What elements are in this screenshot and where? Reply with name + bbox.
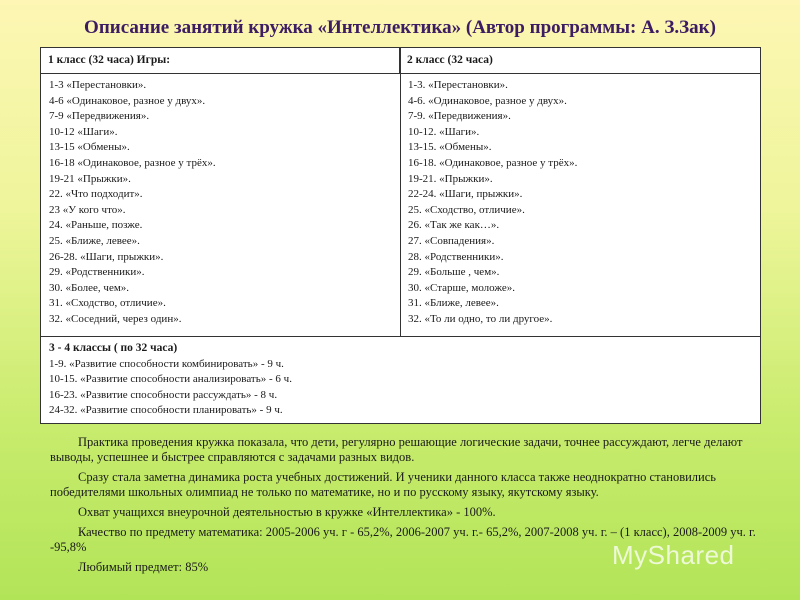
paragraph: Сразу стала заметна динамика роста учебных достижений. И ученики данного класса также неоднократно становились победителями школьных олимпиад не только по математике, но и по русскому языку, якутскому языку. [50,470,716,499]
grade2-lesson-item: 26. «Так же как…». [408,219,500,232]
column-divider [400,48,401,336]
grade1-lesson-item: 23 «У кого что». [49,203,126,216]
grade1-lesson-item: 24. «Раньше, позже. [49,219,143,232]
grade1-lesson-item: 13-15 «Обмены». [49,141,130,154]
grade2-lesson-item: 30. «Старше, моложе». [408,281,515,294]
grade2-lesson-item: 22-24. «Шаги, прыжки». [408,188,523,201]
grade1-lesson-item: 30. «Более, чем». [49,281,130,294]
grade1-lesson-item: 25. «Ближе, левее». [49,234,140,247]
grade2-lesson-item: 25. «Сходство, отличие». [408,203,525,216]
grade2-lesson-item: 27. «Совпадения». [408,234,495,247]
grade1-lesson-item: 1-3 «Перестановки». [49,79,147,91]
grade2-lesson-item: 29. «Больше , чем». [408,266,500,279]
grade2-lesson-item: 19-21. «Прыжки». [408,172,493,185]
grade2-lesson-item: 32. «То ли одно, то ли другое». [408,312,553,325]
page-title: Описание занятий кружка «Интеллектика» (Автор программы: А. З.Зак) [84,17,716,38]
grade2-header: 2 класс (32 часа) [407,54,493,66]
grades34-header: 3 - 4 классы ( по 32 часа) [49,342,178,354]
watermark-logo: MyShared [612,540,735,570]
section-divider [41,336,760,337]
paragraph: Охват учащихся внеурочной деятельностью в кружке «Интеллектика» - 100%. [78,505,496,519]
grades34-section [49,341,749,419]
grade1-lesson-item: 26-28. «Шаги, прыжки». [49,250,164,263]
grade1-lesson-item: 32. «Соседний, через один». [49,312,182,325]
grade2-lesson-item: 7-9. «Передвижения». [408,110,511,123]
grade1-list [49,78,394,328]
grade2-lesson-item: 28. «Родственники». [408,250,504,263]
paragraph: Практика проведения кружка показала, что дети, регулярно решающие логические задачи, точнее рассуждают, легче делают выводы, успешнее и быстрее справляются с задачами разных видов. [50,435,743,464]
grade2-list [408,78,753,328]
grade1-lesson-item: 10-12 «Шаги». [49,125,118,138]
grade1-lesson-item: 4-6 «Одинаковое, разное у двух». [49,94,206,107]
grades34-lesson-item: 16-23. «Развитие способности рассуждать» - 8 ч. [49,388,278,401]
grades34-lesson-item: 10-15. «Развитие способности анализировать» - 6 ч. [49,373,292,386]
grade1-header: 1 класс (32 часа) Игры: [41,48,400,73]
grade1-lesson-item: 31. «Сходство, отличие». [49,297,166,310]
grade1-lesson-item: 7-9 «Передвижения». [49,110,150,123]
program-table [40,47,761,424]
grade2-lesson-item: 13-15. «Обмены». [408,141,492,154]
grades34-lesson-item: 24-32. «Развитие способности планировать» - 9 ч. [49,404,283,417]
grade1-lesson-item: 19-21 «Прыжки». [49,172,131,185]
grade2-lesson-item: 16-18. «Одинаковое, разное у трёх». [408,156,578,169]
grade2-lesson-item: 31. «Ближе, левее». [408,297,499,310]
grade1-lesson-item: 29. «Родственники». [49,266,145,279]
grade1-lesson-item: 22. «Что подходит». [49,188,143,201]
grade2-lesson-item: 4-6. «Одинаковое, разное у двух». [408,94,567,107]
grades34-list [49,357,749,419]
paragraph: Качество по предмету математика: 2005-2006 уч. г - 65,2%, 2006-2007 уч. г.- 65,2%, 2007-2008 уч. г. – (1 класс), 2008-2009 уч. г. -95,8% [50,525,756,554]
grade2-lesson-item: 10-12. «Шаги». [408,125,480,138]
paragraph: Любимый предмет: 85% [78,560,209,574]
grade1-lesson-item: 16-18 «Одинаковое, разное у трёх». [49,156,216,169]
grades34-lesson-item: 1-9. «Развитие способности комбинировать» - 9 ч. [49,357,284,370]
grade2-lesson-item: 1-3. «Перестановки». [408,79,508,91]
